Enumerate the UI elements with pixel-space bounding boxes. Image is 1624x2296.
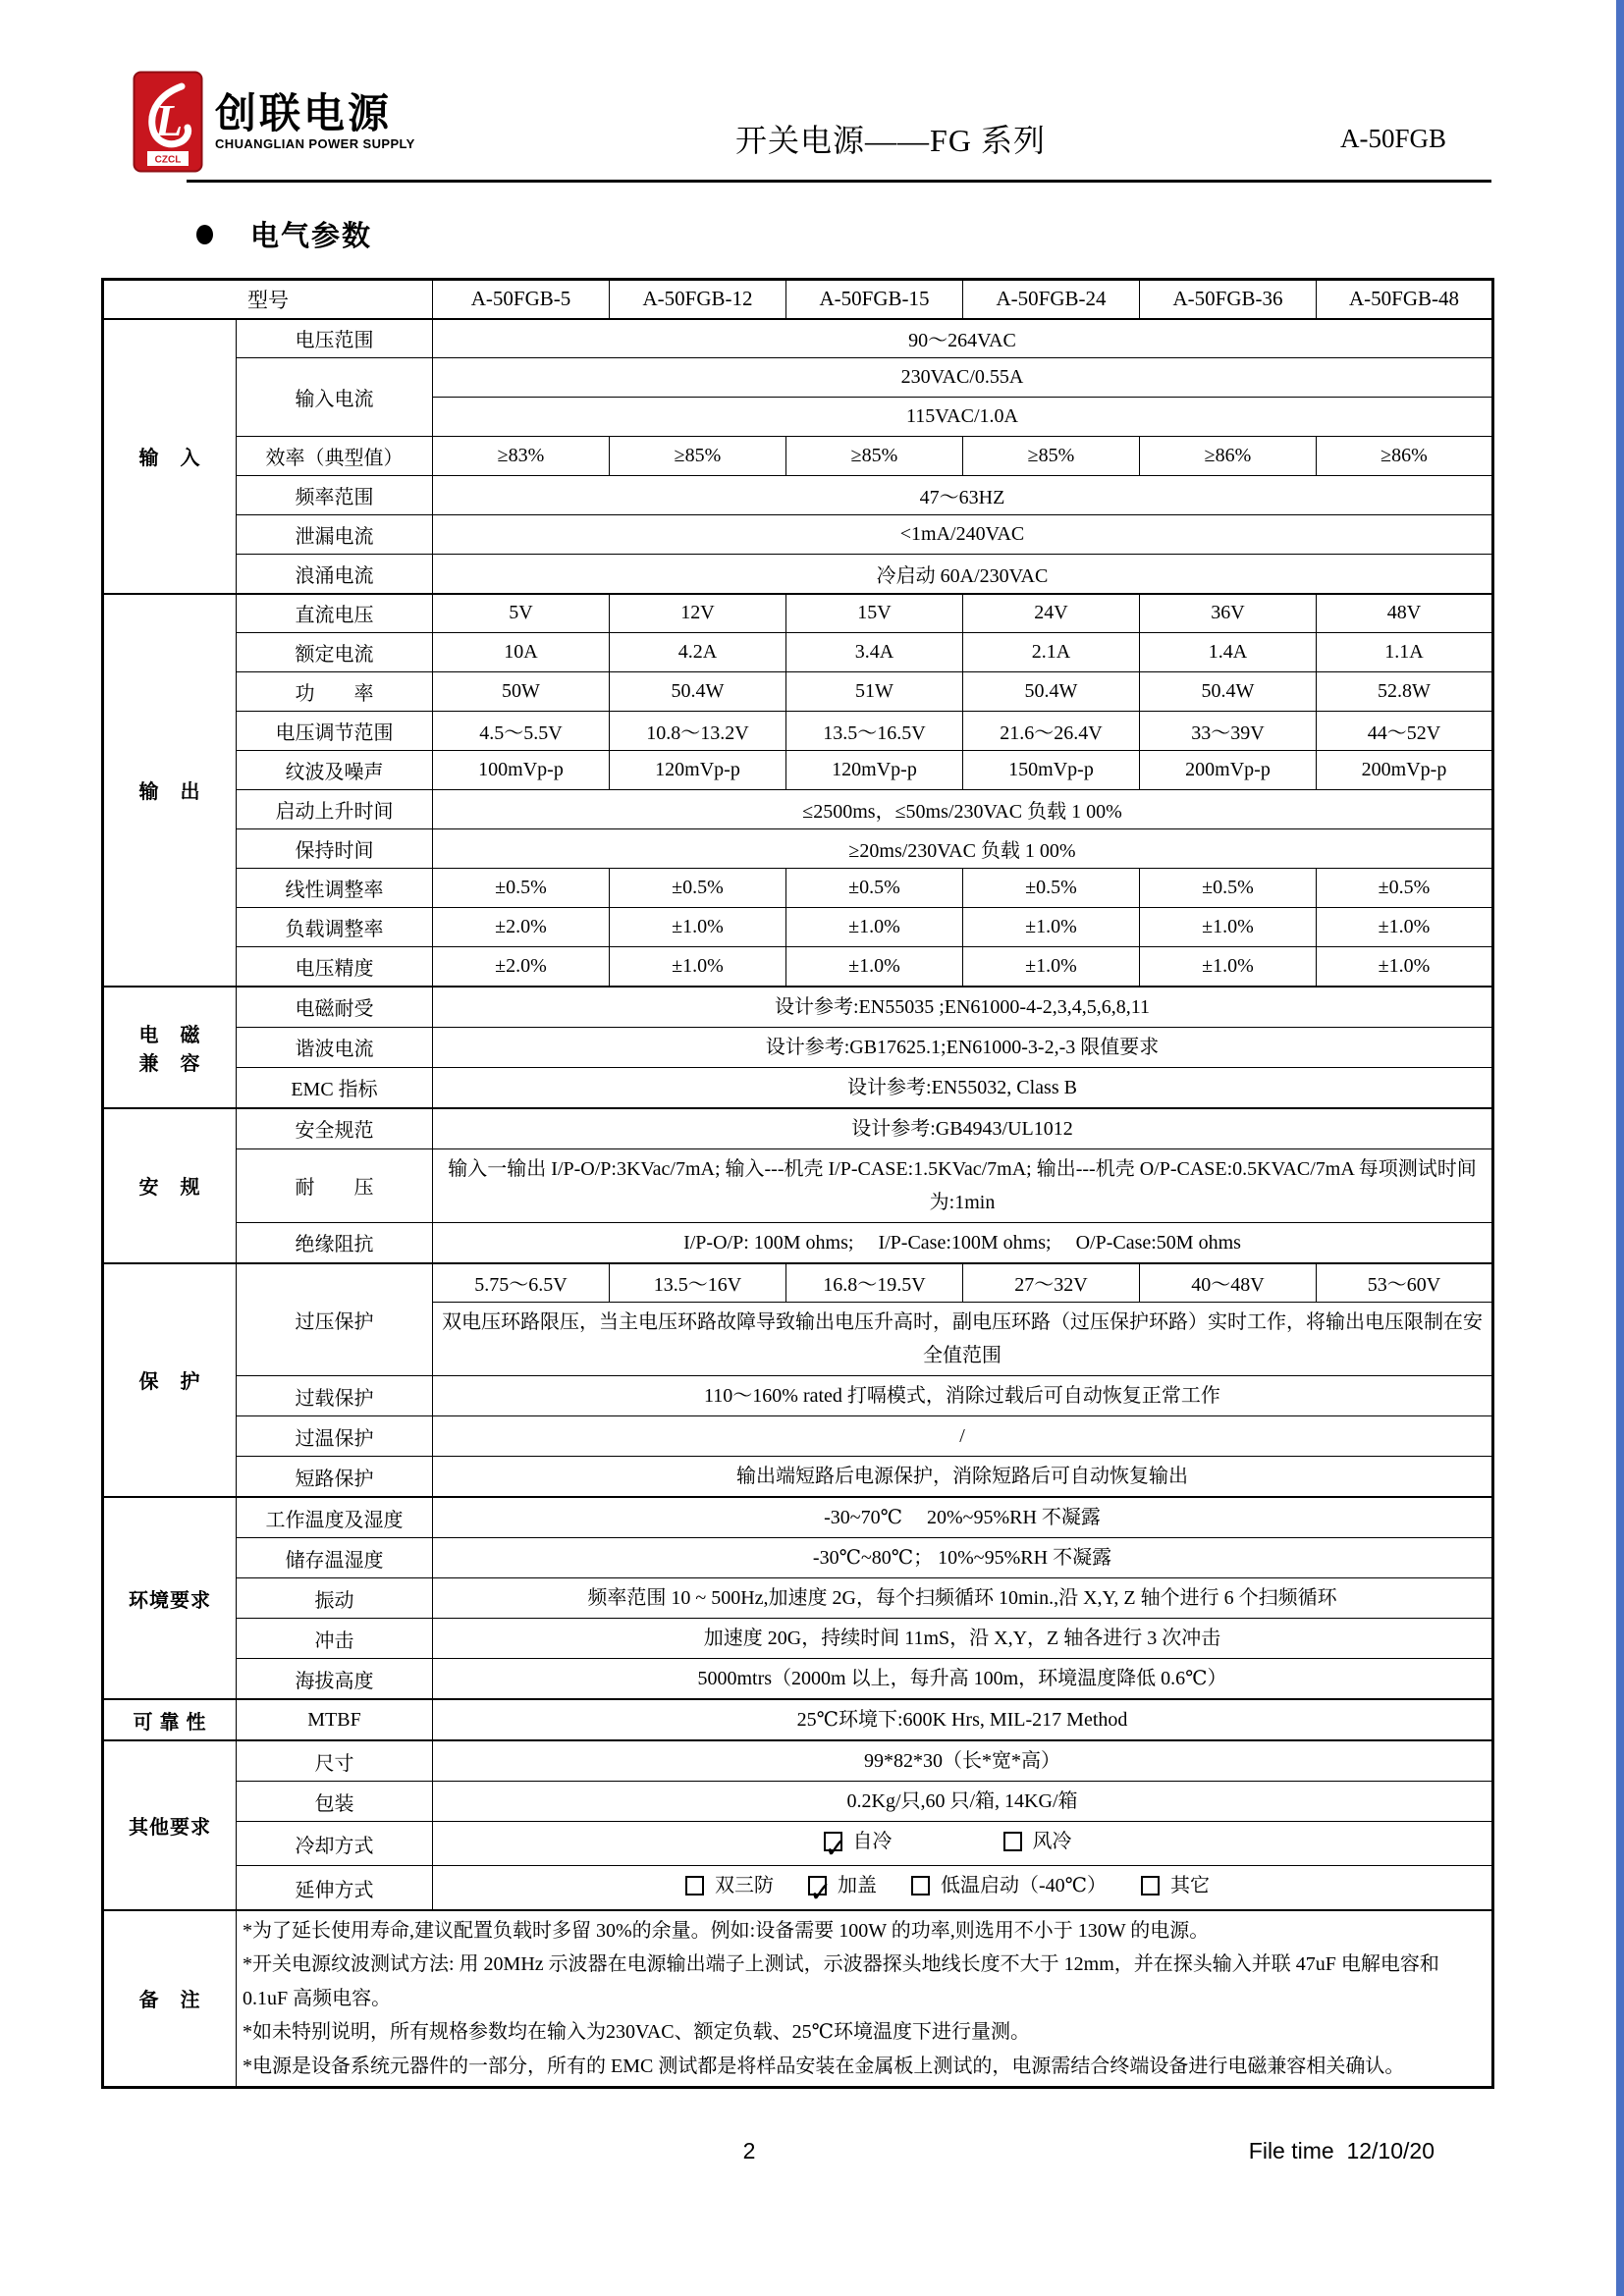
over-voltage-protection-value: 40～48V [1140,1263,1317,1303]
voltage-accuracy-label: 电压精度 [237,947,433,987]
efficiency-value: ≥85% [786,437,963,476]
cooling-method-label: 冷却方式 [237,1822,433,1866]
table-row [103,1416,1493,1457]
remark-item: *电源是设备系统元器件的一部分，所有的 EMC 测试都是将样品安装在金属板上测试的，电源需结合终端设备进行电磁兼容相关确认。 [243,2055,1405,2077]
extension-option-label: 低温启动（-40℃） [940,1875,1108,1896]
leakage-current-value: <1mA/240VAC [433,515,1493,555]
over-voltage-protection-value: 16.8～19.5V [786,1263,963,1303]
rated-current-value: 3.4A [786,633,963,672]
ripple-noise-value: 100mVp-p [433,751,610,790]
altitude-value: 5000mtrs（2000m 以上，每升高 100m，环境温度降低 0.6℃） [433,1659,1493,1700]
withstand-voltage-value: 输入一输出 I/P-O/P:3KVac/7mA; 输入---机壳 I/P-CASE:1.5KVac/7mA; 输出---机壳 O/P-CASE:0.5KVAC/7mA 每项测试时间为:1min [433,1148,1493,1222]
cooling-option-label: 风冷 [1032,1831,1072,1852]
table-row [103,1659,1493,1700]
header-divider [187,180,1491,183]
emc-immunity-value: 设计参考:EN55035 ;EN61000-4-2,3,4,5,6,8,11 [433,987,1493,1028]
voltage-adj-range-value: 4.5～5.5V [433,712,610,751]
table-row [103,1619,1493,1659]
document-model-code: A-50FGB [1339,123,1446,153]
over-temp-protection-value: / [433,1416,1493,1457]
remarks-cell [237,1910,1493,2087]
harmonic-current-label: 谐波电流 [237,1027,433,1067]
over-voltage-protection-value: 53～60V [1317,1263,1493,1303]
emc-index-label: EMC 指标 [237,1067,433,1108]
document-title: 开关电源——FG 系列 [735,123,1046,158]
voltage-adj-range-value: 33～39V [1140,712,1317,751]
shock-label: 冲击 [237,1619,433,1659]
table-row [103,1376,1493,1416]
table-row [103,672,1493,712]
cooling-option-self [824,1825,893,1858]
remark-item: *开关电源纹波测试方法: 用 20MHz 示波器在电源输出端子上测试，示波器探头地线长度不大于 12mm，并在探头输入并联 47uF 电解电容和 0.1uF 高频电容。 [243,1953,1439,2009]
section-title: 电气参数 [250,221,373,252]
table-row [103,1782,1493,1822]
rated-current-value: 1.1A [1317,633,1493,672]
load-regulation-value: ±1.0% [963,908,1140,947]
harmonic-current-value: 设计参考:GB17625.1;EN61000-3-2,-3 限值要求 [433,1027,1493,1067]
packaging-label: 包装 [237,1782,433,1822]
group-label-reliability: 可 靠 性 [103,1699,237,1740]
cooling-method-options [433,1822,1493,1866]
brand-block [133,71,486,173]
extension-option-low-temp-start [911,1869,1107,1902]
dc-voltage-value: 24V [963,594,1140,633]
ripple-noise-value: 120mVp-p [610,751,786,790]
inrush-current-label: 浪涌电流 [237,555,433,594]
input-current-115-value: 115VAC/1.0A [433,398,1493,437]
over-voltage-protection-value: 27～32V [963,1263,1140,1303]
voltage-accuracy-value: ±1.0% [963,947,1140,987]
load-regulation-value: ±1.0% [786,908,963,947]
startup-rise-time-value: ≤2500ms，≤50ms/230VAC 负载 1 00% [433,790,1493,829]
group-label-remarks: 备 注 [103,1910,237,2087]
table-row [103,437,1493,476]
mtbf-value: 25℃环境下:600K Hrs, MIL-217 Method [433,1699,1493,1740]
efficiency-value: ≥85% [963,437,1140,476]
line-regulation-value: ±0.5% [1140,869,1317,908]
voltage-accuracy-value: ±2.0% [433,947,610,987]
shock-value: 加速度 20G，持续时间 11mS，沿 X,Y，Z 轴各进行 3 次冲击 [433,1619,1493,1659]
group-label-emc-line1: 电 磁 [138,1024,201,1046]
model-header-row [103,280,1493,319]
dc-voltage-value: 36V [1140,594,1317,633]
over-voltage-protection-description: 双电压环路限压，当主电压环路故障导致输出电压升高时，副电压环路（过压保护环路）实时工作，将输出电压限制在安全值范围 [433,1303,1493,1376]
storage-temp-humidity-label: 储存温湿度 [237,1538,433,1578]
over-voltage-protection-label: 过压保护 [237,1263,433,1376]
table-row [103,1910,1493,2087]
voltage-adj-range-value: 10.8～13.2V [610,712,786,751]
spec-table [101,278,1494,2089]
group-label-environment: 环境要求 [103,1497,237,1699]
load-regulation-value: ±2.0% [433,908,610,947]
overload-protection-label: 过载保护 [237,1376,433,1416]
rated-current-value: 1.4A [1140,633,1317,672]
cooling-option-label: 自冷 [852,1831,893,1852]
remark-item: *为了延长使用寿命,建议配置负载时多留 30%的余量。例如:设备需要 100W 的功率,则选用不小于 130W 的电源。 [243,1920,1210,1942]
table-row [103,1263,1493,1303]
group-label-output: 输 出 [103,594,237,987]
voltage-range-label: 电压范围 [237,319,433,358]
operating-temp-humidity-value: -30~70℃ 20%~95%RH 不凝露 [433,1497,1493,1538]
model-header-label: 型号 [103,280,433,319]
rated-current-value: 2.1A [963,633,1140,672]
extension-method-label: 延伸方式 [237,1866,433,1911]
table-row [103,1822,1493,1866]
table-row [103,1148,1493,1222]
table-row [103,908,1493,947]
line-regulation-value: ±0.5% [963,869,1140,908]
power-value: 50.4W [1140,672,1317,712]
emc-index-value: 设计参考:EN55032, Class B [433,1067,1493,1108]
altitude-label: 海拔高度 [237,1659,433,1700]
table-row [103,712,1493,751]
brand-text [215,92,415,150]
efficiency-label: 效率（典型值） [237,437,433,476]
table-row [103,319,1493,358]
table-row [103,751,1493,790]
table-row [103,1067,1493,1108]
table-row [103,358,1493,398]
emc-immunity-label: 电磁耐受 [237,987,433,1028]
checkbox-unchecked-icon [911,1876,930,1896]
storage-temp-humidity-value: -30℃~80℃； 10%~95%RH 不凝露 [433,1538,1493,1578]
checkbox-checked-icon [808,1876,827,1896]
ripple-noise-value: 150mVp-p [963,751,1140,790]
table-row [103,790,1493,829]
dc-voltage-value: 15V [786,594,963,633]
section-heading [196,214,372,254]
dc-voltage-value: 12V [610,594,786,633]
svg-text:L: L [154,95,184,145]
brand-name-cn: 创联电源 [215,90,393,137]
efficiency-value: ≥85% [610,437,786,476]
brand-name-en: CHUANGLIAN POWER SUPPLY [215,135,415,151]
line-regulation-label: 线性调整率 [237,869,433,908]
table-row [103,1538,1493,1578]
table-row [103,1740,1493,1782]
checkbox-unchecked-icon [1141,1876,1160,1896]
voltage-adj-range-value: 13.5～16.5V [786,712,963,751]
extension-option-label: 双三防 [714,1875,774,1896]
table-row [103,555,1493,594]
table-row [103,1457,1493,1498]
overload-protection-value: 110～160% rated 打嗝模式，消除过载后可自动恢复正常工作 [433,1376,1493,1416]
load-regulation-value: ±1.0% [610,908,786,947]
table-row [103,869,1493,908]
model-column-header: A-50FGB-15 [786,280,963,319]
frequency-range-label: 频率范围 [237,476,433,515]
dc-voltage-label: 直流电压 [237,594,433,633]
rated-current-value: 4.2A [610,633,786,672]
group-label-protection: 保 护 [103,1263,237,1498]
svg-text:CZCL: CZCL [154,154,182,166]
table-row [103,1108,1493,1149]
vibration-value: 频率范围 10 ~ 500Hz,加速度 2G，每个扫频循环 10min.,沿 X,Y, Z 轴个进行 6 个扫频循环 [433,1578,1493,1619]
load-regulation-value: ±1.0% [1317,908,1493,947]
extension-option-label: 加盖 [837,1875,877,1896]
over-voltage-protection-value: 5.75～6.5V [433,1263,610,1303]
group-label-emc [103,987,237,1108]
voltage-accuracy-value: ±1.0% [1140,947,1317,987]
group-label-other: 其他要求 [103,1740,237,1910]
model-column-header: A-50FGB-12 [610,280,786,319]
packaging-value: 0.2Kg/只,60 只/箱, 14KG/箱 [433,1782,1493,1822]
dimensions-label: 尺寸 [237,1740,433,1782]
extension-option-other [1141,1869,1210,1902]
over-temp-protection-label: 过温保护 [237,1416,433,1457]
efficiency-value: ≥83% [433,437,610,476]
safety-standard-value: 设计参考:GB4943/UL1012 [433,1108,1493,1149]
voltage-accuracy-value: ±1.0% [786,947,963,987]
table-row [103,594,1493,633]
rated-current-label: 额定电流 [237,633,433,672]
ripple-noise-label: 纹波及噪声 [237,751,433,790]
table-row [103,633,1493,672]
vibration-label: 振动 [237,1578,433,1619]
bullet-icon [196,225,213,244]
withstand-voltage-label: 耐 压 [237,1148,433,1222]
efficiency-value: ≥86% [1140,437,1317,476]
line-regulation-value: ±0.5% [610,869,786,908]
page-header [133,67,1491,177]
extension-option-conformal [685,1869,774,1902]
table-row [103,1699,1493,1740]
leakage-current-label: 泄漏电流 [237,515,433,555]
extension-method-options [433,1866,1493,1911]
efficiency-value: ≥86% [1317,437,1493,476]
input-current-230-value: 230VAC/0.55A [433,358,1493,398]
line-regulation-value: ±0.5% [786,869,963,908]
safety-standard-label: 安全规范 [237,1108,433,1149]
power-value: 50W [433,672,610,712]
model-column-header: A-50FGB-24 [963,280,1140,319]
mtbf-label: MTBF [237,1699,433,1740]
checkbox-unchecked-icon [1003,1832,1022,1851]
table-row [103,515,1493,555]
input-current-label: 输入电流 [237,358,433,437]
hold-time-value: ≥20ms/230VAC 负载 1 00% [433,829,1493,869]
voltage-adj-range-value: 44～52V [1317,712,1493,751]
table-row [103,987,1493,1028]
checkbox-unchecked-icon [685,1876,704,1896]
line-regulation-value: ±0.5% [1317,869,1493,908]
load-regulation-label: 负载调整率 [237,908,433,947]
cooling-option-fan [1003,1825,1072,1858]
ripple-noise-value: 200mVp-p [1317,751,1493,790]
table-row [103,1497,1493,1538]
power-value: 50.4W [963,672,1140,712]
over-voltage-protection-value: 13.5～16V [610,1263,786,1303]
table-row [103,1578,1493,1619]
extension-option-cover [808,1869,877,1902]
dc-voltage-value: 48V [1317,594,1493,633]
voltage-accuracy-value: ±1.0% [610,947,786,987]
page-number: 2 [742,2138,756,2163]
power-value: 52.8W [1317,672,1493,712]
group-label-safety: 安 规 [103,1108,237,1263]
startup-rise-time-label: 启动上升时间 [237,790,433,829]
operating-temp-humidity-label: 工作温度及湿度 [237,1497,433,1538]
dimensions-value: 99*82*30（长*宽*高） [433,1740,1493,1782]
line-regulation-value: ±0.5% [433,869,610,908]
brand-logo-icon [133,71,203,173]
model-column-header: A-50FGB-5 [433,280,610,319]
group-label-input: 输 入 [103,319,237,594]
model-column-header: A-50FGB-36 [1140,280,1317,319]
group-label-emc-line2: 兼 容 [138,1052,201,1075]
page-footer [101,2138,1491,2169]
model-column-header: A-50FGB-48 [1317,280,1493,319]
extension-option-label: 其它 [1170,1875,1211,1896]
voltage-adj-range-label: 电压调节范围 [237,712,433,751]
dc-voltage-value: 5V [433,594,610,633]
power-label: 功 率 [237,672,433,712]
frequency-range-value: 47～63HZ [433,476,1493,515]
hold-time-label: 保持时间 [237,829,433,869]
voltage-adj-range-value: 21.6～26.4V [963,712,1140,751]
page-right-edge-strip [1616,0,1624,2296]
voltage-accuracy-value: ±1.0% [1317,947,1493,987]
insulation-resistance-label: 绝缘阻抗 [237,1222,433,1263]
short-circuit-protection-value: 输出端短路后电源保护，消除短路后可自动恢复输出 [433,1457,1493,1498]
table-row [103,1866,1493,1911]
rated-current-value: 10A [433,633,610,672]
table-row [103,829,1493,869]
inrush-current-value: 冷启动 60A/230VAC [433,555,1493,594]
checkbox-checked-icon [824,1832,842,1851]
file-time-text: File time 12/10/20 [1248,2138,1435,2163]
ripple-noise-value: 120mVp-p [786,751,963,790]
ripple-noise-value: 200mVp-p [1140,751,1317,790]
remark-item: *如未特别说明，所有规格参数均在输入为230VAC、额定负载、25℃环境温度下进行量测。 [243,2021,1031,2044]
short-circuit-protection-label: 短路保护 [237,1457,433,1498]
power-value: 51W [786,672,963,712]
table-row [103,947,1493,987]
insulation-resistance-value: I/P-O/P: 100M ohms; I/P-Case:100M ohms; O/P-Case:50M ohms [433,1222,1493,1263]
table-row [103,476,1493,515]
load-regulation-value: ±1.0% [1140,908,1317,947]
table-row [103,1222,1493,1263]
table-row [103,1027,1493,1067]
power-value: 50.4W [610,672,786,712]
voltage-range-value: 90～264VAC [433,319,1493,358]
